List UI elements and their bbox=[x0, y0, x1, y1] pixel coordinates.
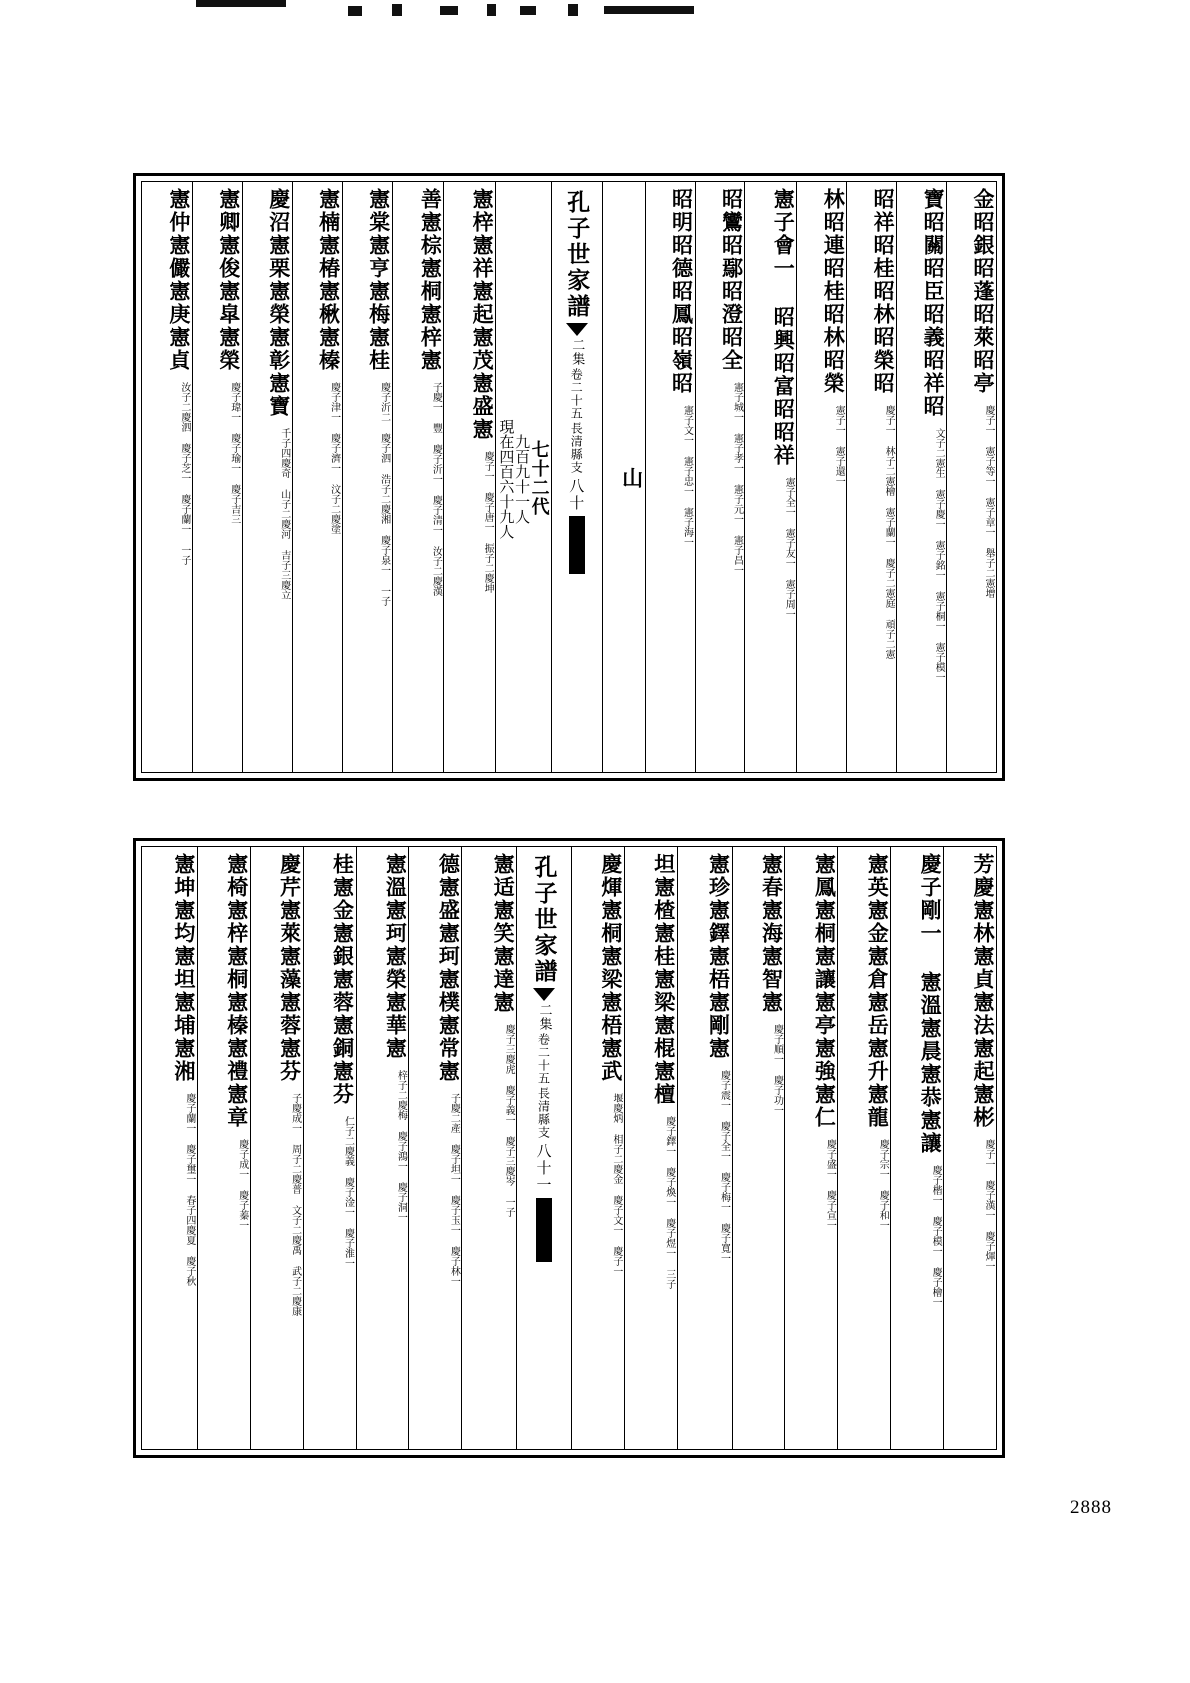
scan-artifacts bbox=[0, 0, 1190, 30]
lineage-annotation: 慶子鐸一 慶子煥一 慶子煜一 三子 bbox=[663, 1116, 675, 1289]
lineage-column bbox=[796, 182, 846, 772]
lineage-annotation: 慶子盛一 慶子宣一 bbox=[824, 1139, 836, 1230]
lineage-names: 憲楠憲椿憲楸憲榛 bbox=[316, 188, 341, 372]
lineage-names: 桂憲金憲銀憲蓉憲銅憲芬 bbox=[330, 853, 355, 1106]
lineage-column bbox=[943, 847, 996, 1449]
lineage-column bbox=[392, 182, 444, 772]
panel-inner-top bbox=[141, 181, 997, 773]
generation-count-living: 現在四百六十九人 bbox=[497, 419, 516, 539]
binding-mark bbox=[536, 1198, 552, 1262]
panel-inner-bottom bbox=[141, 846, 997, 1450]
lineage-annotation: 憲子城一 憲子孝一 憲子元一 憲子昌一 bbox=[731, 382, 743, 575]
lineage-names: 憲鳳憲桐憲讓憲亭憲強憲仁 bbox=[812, 853, 837, 1129]
lineage-names: 坦憲楂憲桂憲梁憲棍憲檀 bbox=[651, 853, 676, 1106]
lineage-annotation: 憲子全一 憲子友一 憲子周一 bbox=[783, 477, 795, 619]
page-title-column bbox=[516, 847, 571, 1449]
lineage-names: 林昭連昭桂昭林昭榮 bbox=[821, 188, 846, 395]
lineage-column bbox=[695, 182, 745, 772]
lineage-annotation: 慶子蘭一 慶子璽一 春子四慶夏 慶子秋 bbox=[183, 1093, 195, 1286]
book-subtitle: 二集 bbox=[569, 338, 585, 366]
book-title: 孔子世家譜 bbox=[530, 855, 557, 985]
branch-label: 長清縣支 bbox=[569, 422, 584, 474]
lineage-names: 憲坤憲均憲坦憲埔憲湘 bbox=[171, 853, 196, 1083]
page-title-column bbox=[551, 182, 602, 772]
folio-number: 2888 bbox=[1070, 1497, 1112, 1518]
lineage-names: 憲仲憲儼憲庚憲貞 bbox=[166, 188, 191, 372]
lineage-names: 慶芹憲萊憲藻憲蓉憲芬 bbox=[277, 853, 302, 1083]
lineage-names: 善憲棕憲桐憲梓憲 bbox=[418, 188, 443, 372]
lineage-names: 昭明昭德昭鳳昭嶺昭 bbox=[669, 188, 694, 395]
lineage-column bbox=[443, 182, 495, 772]
genealogy-page-top bbox=[133, 173, 1005, 781]
lineage-column bbox=[192, 182, 242, 772]
lineage-column bbox=[837, 847, 890, 1449]
lineage-annotation: 慶子成一 慶子蓁一 bbox=[236, 1139, 248, 1230]
book-title: 孔子世家譜 bbox=[563, 190, 590, 320]
lineage-annotation: 千子四慶奇 山子二慶河 吉子三慶立 bbox=[278, 428, 290, 600]
volume-label: 卷二十五 bbox=[569, 368, 584, 420]
lineage-names: 憲子會一 昭興昭富昭昭祥 bbox=[771, 188, 796, 467]
lineage-column bbox=[142, 182, 192, 772]
lineage-names: 憲珍憲鐸憲梧憲剛憲 bbox=[706, 853, 731, 1060]
lineage-annotation: 慶子一 林子二憲檜 憲子蘭一 慶子二憲庭 頑子二憲 bbox=[883, 405, 895, 659]
lineage-annotation: 梓子二慶梅 慶子鴻一 慶子洞一 bbox=[395, 1070, 407, 1222]
lineage-column bbox=[342, 182, 392, 772]
page-number-bottom: 八十一 bbox=[534, 1143, 553, 1194]
lineage-names: 慶子剛一 憲溫憲晨憲恭憲讓 bbox=[918, 853, 943, 1155]
lineage-column bbox=[242, 182, 292, 772]
generation-label: 七十二代 bbox=[528, 440, 550, 516]
title-wedge-ornament bbox=[566, 323, 588, 336]
lineage-column bbox=[890, 847, 943, 1449]
lineage-annotation: 子慶一 豐 慶子沂一 慶子清一 汝子二慶漢 bbox=[430, 382, 442, 596]
lineage-column bbox=[303, 847, 356, 1449]
lineage-column bbox=[197, 847, 250, 1449]
lineage-annotation: 慶子三慶虎 慶子義一 慶子三慶岑 一子 bbox=[503, 1024, 515, 1217]
lineage-names: 憲梓憲祥憲起憲茂憲盛憲 bbox=[470, 188, 495, 441]
lineage-column bbox=[142, 847, 197, 1449]
lineage-annotation: 慶子震一 慶子全一 慶子梅一 慶子寬一 bbox=[718, 1070, 730, 1263]
lineage-column bbox=[784, 847, 837, 1449]
lineage-names: 慶煇憲桐憲梁憲梧憲武 bbox=[598, 853, 623, 1083]
lineage-annotation: 慶子津一 慶子濟一 汶子二慶塗 bbox=[328, 382, 340, 534]
branch-label: 長清縣支 bbox=[536, 1087, 551, 1139]
lineage-column bbox=[744, 182, 796, 772]
lineage-annotation: 慶子楷一 慶子模一 慶子檜一 bbox=[930, 1165, 942, 1307]
lineage-names: 昭鸞昭鄢昭澄昭全 bbox=[719, 188, 744, 372]
lineage-names: 憲棠憲亨憲梅憲桂 bbox=[366, 188, 391, 372]
lineage-names: 寶昭關昭臣昭義昭祥昭 bbox=[921, 188, 946, 418]
section-marker-column bbox=[602, 182, 645, 772]
lineage-column bbox=[356, 847, 409, 1449]
binding-mark bbox=[569, 516, 585, 574]
lineage-annotation: 慶子沂二 慶子泗 浩子二慶湘 慶子泉一 一子 bbox=[378, 382, 390, 606]
lineage-column bbox=[250, 847, 303, 1449]
lineage-column bbox=[461, 847, 516, 1449]
lineage-annotation: 仁子二慶義 慶子淦一 慶子淮一 bbox=[342, 1116, 354, 1268]
lineage-names: 昭祥昭桂昭林昭榮昭 bbox=[871, 188, 896, 395]
lineage-names: 憲适憲笑憲達憲 bbox=[491, 853, 516, 1014]
lineage-column bbox=[408, 847, 461, 1449]
book-subtitle: 二集 bbox=[536, 1003, 552, 1031]
page-number-top: 八十 bbox=[567, 478, 586, 512]
volume-label: 卷二十五 bbox=[536, 1033, 551, 1085]
generation-summary-column bbox=[495, 182, 550, 772]
lineage-annotation: 慶子順一 慶子功一 bbox=[771, 1024, 783, 1115]
lineage-column bbox=[624, 847, 677, 1449]
lineage-names: 金昭銀昭蓬昭萊昭亭 bbox=[971, 188, 995, 395]
lineage-column bbox=[846, 182, 896, 772]
lineage-column bbox=[292, 182, 342, 772]
lineage-column bbox=[645, 182, 695, 772]
lineage-annotation: 子慶成一 周子二慶普 文子二慶禹 武子二慶康 bbox=[289, 1093, 301, 1316]
lineage-column bbox=[677, 847, 732, 1449]
lineage-names: 憲卿憲俊憲皐憲榮 bbox=[216, 188, 241, 372]
lineage-names: 慶沼憲栗憲榮憲彰憲寶 bbox=[266, 188, 291, 418]
lineage-annotation: 子慶二產 慶子坦一 慶子玉一 慶子林一 bbox=[448, 1093, 460, 1286]
lineage-column bbox=[946, 182, 996, 772]
lineage-names: 芳慶憲林憲貞憲法憲起憲彬 bbox=[971, 853, 995, 1129]
title-wedge-ornament bbox=[533, 988, 555, 1001]
lineage-names: 憲英憲金憲倉憲岳憲升憲龍 bbox=[865, 853, 890, 1129]
lineage-names: 德憲盛憲珂憲樸憲常憲 bbox=[436, 853, 461, 1083]
lineage-annotation: 憲子一 憲子還一 bbox=[833, 405, 845, 486]
lineage-names: 憲椅憲梓憲桐憲榛憲禮憲章 bbox=[224, 853, 249, 1129]
lineage-annotation: 堰慶炳 相子二慶金 慶子文一 慶子一 bbox=[610, 1093, 622, 1276]
lineage-annotation: 慶子宗一 慶子和一 bbox=[877, 1139, 889, 1230]
lineage-annotation: 慶子一 慶子漢一 慶子煇一 bbox=[983, 1139, 994, 1271]
generation-count-total: 九百九十一人 bbox=[513, 434, 532, 524]
lineage-annotation: 文子二憲生 憲子慶一 憲子銘一 憲子桐一 憲子模一 bbox=[933, 428, 945, 682]
lineage-column bbox=[571, 847, 624, 1449]
lineage-column bbox=[732, 847, 785, 1449]
lineage-annotation: 慶子一 慶子唐一 振子二慶坤 bbox=[482, 451, 494, 593]
genealogy-page-bottom bbox=[133, 838, 1005, 1458]
lineage-annotation: 汝子二慶泗 慶子芝一 慶子蘭一 一子 bbox=[178, 382, 190, 565]
section-marker: 山 bbox=[619, 466, 644, 490]
lineage-annotation: 慶子一 憲子等一 憲子章一 舉子二憲增 bbox=[983, 405, 994, 598]
lineage-annotation: 憲子文一 憲子忠一 憲子海一 bbox=[681, 405, 693, 547]
lineage-names: 憲春憲海憲智憲 bbox=[759, 853, 784, 1014]
lineage-annotation: 慶子瑋一 慶子瑜一 慶子吉三 bbox=[228, 382, 240, 524]
lineage-names: 憲溫憲珂憲榮憲華憲 bbox=[383, 853, 408, 1060]
lineage-column bbox=[896, 182, 946, 772]
